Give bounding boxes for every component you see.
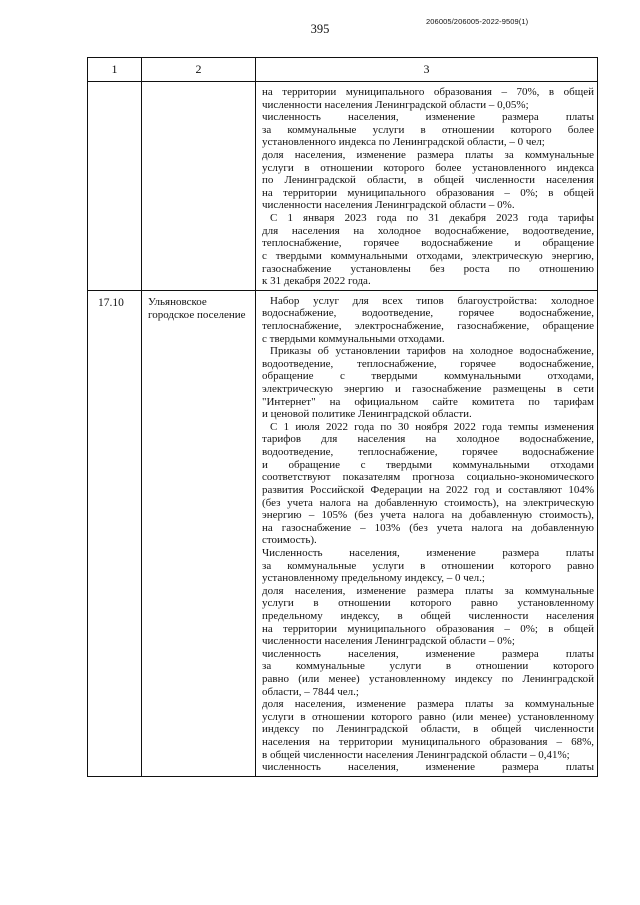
text-line: численности населения Ленинградской области – 0,05%; — [262, 98, 529, 111]
text-line: теплоснабжение, электроснабжение, газоснабжение, обращение — [262, 319, 594, 332]
text-line: водоснабжение, водоотведение, горячее водоснабжение, — [262, 307, 594, 320]
row-description — [256, 290, 598, 776]
text-line: Численность населения, изменение размера платы — [262, 546, 594, 559]
text-line: Набор услуг для всех типов благоустройства: холодное — [270, 294, 594, 307]
text-line: доля населения, изменение размера платы за коммунальные — [262, 698, 594, 711]
text-line: доля населения, изменение размера платы за коммунальные — [262, 584, 594, 597]
text-line: по Ленинградской области, в общей численности населения — [262, 174, 594, 187]
text-line: услуги в отношении которого более установленного индекса — [262, 161, 594, 174]
text-line: электрическую энергию и газоснабжение размещены в сети — [262, 383, 594, 396]
text-line: услуги в отношении которого равно установленному — [262, 597, 594, 610]
text-line: "Интернет" на официальном сайте комитета по тарифам — [262, 395, 594, 408]
text-line: С 1 июля 2022 года по 30 ноября 2022 года темпы изменения — [270, 420, 594, 433]
text-line: на территории муниципального образования – 0%; в общей — [262, 186, 594, 199]
text-line: с твердыми коммунальными отходами, электрическую энергию, — [262, 249, 594, 262]
table-row — [88, 290, 598, 776]
text-line: населения на территории муниципального образования – 68%, — [262, 736, 594, 749]
text-line: с твердыми коммунальными отходами. — [262, 332, 445, 345]
text-line: численность населения, изменение размера платы — [262, 761, 594, 774]
text-line: С 1 января 2023 года по 31 декабря 2023 года тарифы — [270, 212, 594, 225]
text-line: индексу по Ленинградской области, в общей численности — [262, 723, 594, 736]
text-line: установленного индекса по Ленинградской области, – 0 чел; — [262, 136, 545, 149]
text-line: области, – 7844 чел.; — [262, 685, 359, 698]
text-line: на территории муниципального образования – 70%, в общей — [262, 86, 594, 98]
text-line: соответствуют показателям прогноза социально-экономического — [262, 471, 594, 484]
text-line: Приказы об установлении тарифов на холодное водоснабжение, — [270, 345, 594, 358]
text-line: равно (или менее) установленному индексу по Ленинградской — [262, 673, 594, 686]
row-number: 17.10 — [88, 290, 142, 776]
text-line: доля населения, изменение размера платы за коммунальные — [262, 149, 594, 162]
table-row — [88, 82, 598, 291]
page-number: 395 — [310, 22, 330, 36]
text-line: стоимость). — [262, 534, 317, 547]
text-line: (без учета налога на добавленную стоимость), на электрическую — [262, 496, 594, 509]
text-line: водоотведение, теплоснабжение, горячее водоснабжение — [262, 446, 594, 459]
text-line: установленному предельному индексу, – 0 чел.; — [262, 572, 485, 585]
text-line: численности населения Ленинградской области – 0%; — [262, 635, 515, 648]
text-line: газоснабжение установлены без роста по отношению — [262, 262, 594, 275]
text-line: на газоснабжение – 103% (без учета налога на добавленную — [262, 521, 594, 534]
column-header-2: 2 — [142, 58, 256, 82]
text-line: за коммунальные услуги в отношении которого — [262, 660, 594, 673]
text-line: водоотведение, теплоснабжение, горячее водоснабжение, — [262, 357, 594, 370]
text-line: предельному индексу, в общей численности населения — [262, 609, 594, 622]
table-header-row — [88, 58, 598, 82]
text-line: тарифов для населения на холодное водоснабжение, — [262, 433, 594, 446]
settlement-name — [142, 82, 256, 291]
text-line: для населения на холодное водоснабжение, водоотведение, — [262, 224, 594, 237]
row-description — [256, 82, 598, 291]
text-line: на территории муниципального образования – 0%; в общей — [262, 622, 594, 635]
text-line: развития Российской Федерации на 2022 год и составляют 104% — [262, 483, 594, 496]
text-line: и ценовой политике Ленинградской области. — [262, 408, 472, 421]
text-line: теплоснабжение, горячее водоснабжение и обращение — [262, 237, 594, 250]
text-line: за коммунальные услуги в отношении которого равно — [262, 559, 594, 572]
column-header-3: 3 — [256, 58, 598, 82]
row-number — [88, 82, 142, 291]
tariff-table — [87, 57, 598, 777]
text-line: и обращение с твердыми коммунальными отходами — [262, 458, 594, 471]
text-line: численность населения, изменение размера платы — [262, 647, 594, 660]
text-line: за коммунальные услуги в отношении которого более — [262, 123, 594, 136]
text-line: численность населения, изменение размера платы — [262, 111, 594, 124]
text-line: в общей численности населения Ленинградской области – 0,41%; — [262, 748, 570, 761]
settlement-name: Ульяновское городское поселение — [142, 290, 256, 776]
text-line: численности населения Ленинградской области – 0%. — [262, 199, 515, 212]
column-header-1: 1 — [88, 58, 142, 82]
text-line: обращение с твердыми коммунальными отходами, — [262, 370, 594, 383]
text-line: к 31 декабря 2022 года. — [262, 275, 371, 288]
document-id: 206005/206005-2022-9509(1) — [426, 17, 529, 26]
text-line: услуги в отношении которого равно (или менее) установленному — [262, 710, 594, 723]
text-line: энергию – 105% (без учета налога на добавленную стоимость), — [262, 509, 594, 522]
